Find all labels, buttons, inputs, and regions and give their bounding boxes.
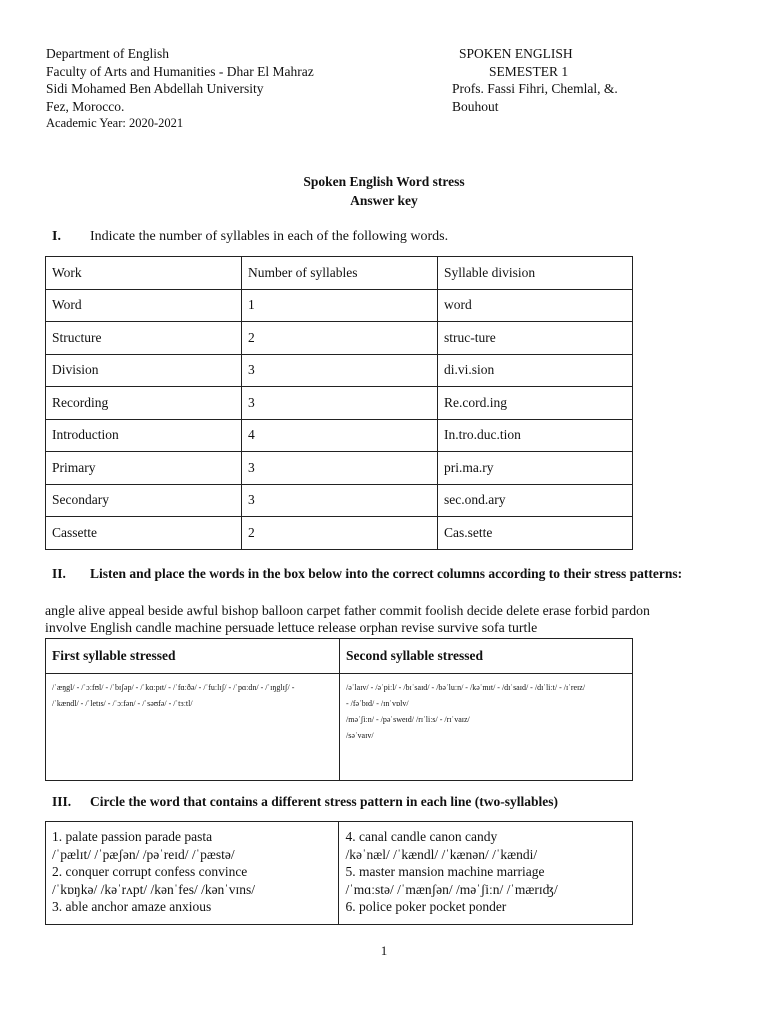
item-words: 4. canal candle canon candy	[345, 829, 498, 844]
header-cell: Number of syllables	[242, 257, 438, 290]
table-row	[46, 387, 633, 420]
document-title: Spoken English Word stress	[303, 174, 465, 189]
syllable-division-cell: struc-ture	[438, 322, 633, 355]
items-4-6	[339, 822, 633, 925]
syllable-division-cell: sec.ond.ary	[438, 484, 633, 517]
syllable-division-cell: In.tro.duc.tion	[438, 419, 633, 452]
syllable-count-cell: 3	[242, 354, 438, 387]
professors-line: Profs. Fassi Fihri, Chemlal, &.	[452, 81, 618, 96]
word-cell: Introduction	[46, 419, 242, 452]
header-cell: Syllable division	[438, 257, 633, 290]
items-1-3	[46, 822, 339, 925]
syllable-count-cell: 3	[242, 484, 438, 517]
table-header-row	[46, 639, 633, 674]
word-cell: Word	[46, 289, 242, 322]
course-header	[452, 45, 618, 115]
item-words: 2. conquer corrupt confess convince	[52, 864, 248, 879]
syllable-count-cell: 3	[242, 387, 438, 420]
syllable-count-cell: 2	[242, 517, 438, 550]
table-row	[46, 674, 633, 781]
page-number: 1	[380, 943, 388, 958]
syllable-division-cell: di.vi.sion	[438, 354, 633, 387]
syllable-count-cell: 3	[242, 452, 438, 485]
stress-pattern-table	[45, 821, 633, 925]
semester: SEMESTER 1	[489, 63, 569, 79]
syllable-table	[45, 256, 633, 550]
table-header-row	[46, 257, 633, 290]
department-line: Department of English	[46, 46, 169, 61]
word-cell: Secondary	[46, 484, 242, 517]
first-syllable-words	[46, 674, 340, 781]
word-cell: Cassette	[46, 517, 242, 550]
header-cell: Work	[46, 257, 242, 290]
table-row	[46, 517, 633, 550]
transcription-line: /məˈʃiːn/ - /pəˈsweɪd/ /rɪˈliːs/ - /rɪˈvaɪz/	[346, 715, 470, 724]
section-1-instruction: Indicate the number of syllables in each of the following words.	[90, 229, 449, 244]
table-row	[46, 419, 633, 452]
item-words: 3. able anchor amaze anxious	[52, 899, 212, 914]
faculty-line: Faculty of Arts and Humanities - Dhar El Mahraz	[46, 63, 314, 79]
academic-year-line: Academic Year: 2020-2021	[46, 116, 184, 130]
table-row	[46, 289, 633, 322]
item-words: 6. police poker pocket ponder	[345, 899, 507, 914]
section-3-heading	[52, 794, 558, 810]
table-row	[46, 322, 633, 355]
university-line: Sidi Mohamed Ben Abdellah University	[46, 81, 264, 96]
transcription-line: /ˈkændl/ - /ˈletɪs/ - /ˈɔːfən/ - /ˈsəʊfə/ - /ˈtɜːtl/	[52, 699, 193, 708]
item-words: 1. palate passion parade pasta	[52, 829, 213, 844]
section-2-number: II.	[52, 566, 66, 581]
word-list-line: angle alive appeal beside awful bishop balloon carpet father commit foolish decide delete erase forbid pardon	[45, 603, 650, 618]
transcription-line: /ˈæŋgl/ - /ˈɔːfʊl/ - /ˈbɪʃəp/ - /ˈkɑːpɪt/ - /ˈfɑːðə/ - /ˈfuːlɪʃ/ - /ˈpɑːdn/ - /ˈɪŋglɪʃ/ -	[52, 683, 295, 692]
item-transcription: /kəˈnæl/ /ˈkændl/ /ˈkænən/ /ˈkændi/	[345, 846, 538, 862]
word-box	[45, 602, 745, 636]
section-3-instruction: Circle the word that contains a different stress pattern in each line (two-syllables)	[90, 794, 558, 809]
item-words: 5. master mansion machine marriage	[345, 864, 545, 879]
second-syllable-words	[340, 674, 633, 781]
section-1-number: I.	[52, 229, 61, 244]
item-transcription: /ˈkɒŋkə/ /kəˈrʌpt/ /kənˈfes/ /kənˈvɪns/	[52, 881, 256, 897]
word-cell: Division	[46, 354, 242, 387]
course-name: SPOKEN ENGLISH	[459, 46, 573, 61]
section-2-heading	[52, 565, 732, 583]
table-row	[46, 822, 633, 925]
section-3-number: III.	[52, 794, 72, 809]
item-transcription: /ˈpælɪt/ /ˈpæʃən/ /pəˈreɪd/ /ˈpæstə/	[52, 846, 235, 862]
section-2-instruction: Listen and place the words in the box below into the correct columns according to their stress patterns:	[90, 566, 683, 581]
city-line: Fez, Morocco.	[46, 98, 125, 114]
stress-columns-table	[45, 638, 633, 781]
transcription-line: /səˈvaɪv/	[346, 731, 374, 740]
syllable-count-cell: 4	[242, 419, 438, 452]
table-row	[46, 484, 633, 517]
institution-header	[46, 45, 314, 133]
word-list-line: involve English candle machine persuade lettuce release orphan revise survive sofa turtle	[45, 620, 538, 635]
syllable-division-cell: Cas.sette	[438, 517, 633, 550]
syllable-division-cell: word	[438, 289, 633, 322]
table-row	[46, 452, 633, 485]
first-syllable-header: First syllable stressed	[46, 639, 340, 674]
syllable-count-cell: 2	[242, 322, 438, 355]
table-row	[46, 354, 633, 387]
document-subtitle: Answer key	[350, 193, 418, 208]
item-transcription: /ˈmɑːstə/ /ˈmænʃən/ /məˈʃiːn/ /ˈmærɪʤ/	[345, 881, 558, 897]
syllable-division-cell: Re.cord.ing	[438, 387, 633, 420]
word-cell: Primary	[46, 452, 242, 485]
section-1-heading	[52, 229, 448, 245]
professors-line-2: Bouhout	[452, 98, 499, 114]
second-syllable-header: Second syllable stressed	[340, 639, 633, 674]
word-cell: Recording	[46, 387, 242, 420]
transcription-line: /əˈlaɪv/ - /əˈpiːl/ - /bɪˈsaɪd/ - /bəˈluːn/ - /kəˈmɪt/ - /dɪˈsaɪd/ - /dɪˈliːt/ - /ɪˈreɪz/	[346, 683, 586, 692]
transcription-line: - /fəˈbɪd/ - /ɪnˈvɒlv/	[346, 699, 409, 708]
word-cell: Structure	[46, 322, 242, 355]
syllable-division-cell: pri.ma.ry	[438, 452, 633, 485]
syllable-count-cell: 1	[242, 289, 438, 322]
